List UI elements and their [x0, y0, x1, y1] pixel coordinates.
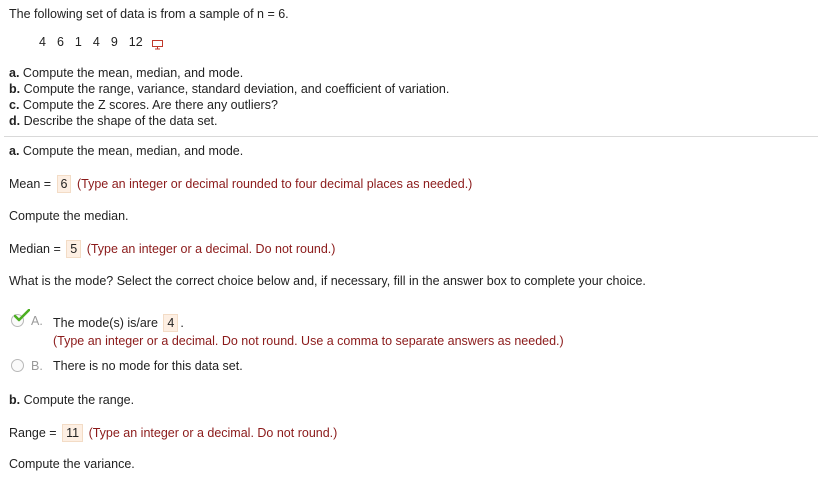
mean-label: Mean = — [9, 177, 52, 191]
part-text: Describe the shape of the data set. — [23, 114, 218, 128]
choice-a-text: The mode(s) is/are — [53, 316, 158, 330]
data-value: 4 — [92, 35, 100, 49]
mode-prompt: What is the mode? Select the correct choice below and, if necessary, fill in the answer box to complete your choice. — [9, 274, 646, 288]
part-header-text: Compute the mean, median, and mode. — [22, 144, 244, 158]
part-letter: a. — [9, 144, 20, 158]
part-a-header — [9, 143, 243, 159]
part-text: Compute the range, variance, standard deviation, and coefficient of variation. — [23, 82, 450, 96]
mean-answer-box[interactable]: 6 — [57, 175, 72, 193]
range-answer-box[interactable]: 11 — [62, 424, 83, 442]
mode-answer-box[interactable]: 4 — [163, 314, 178, 332]
median-row — [9, 240, 335, 258]
part-letter: d. — [9, 114, 21, 128]
choice-b-text[interactable]: There is no mode for this data set. — [53, 359, 243, 373]
mean-row — [9, 175, 472, 193]
part-letter: a. — [9, 66, 20, 80]
data-value: 12 — [128, 35, 143, 49]
choice-a-period: . — [180, 316, 184, 330]
data-values-row — [39, 35, 163, 49]
data-value: 6 — [56, 35, 64, 49]
problem-part-b — [9, 81, 449, 97]
part-letter: c. — [9, 98, 20, 112]
part-text: Compute the mean, median, and mode. — [22, 66, 244, 80]
median-label: Median = — [9, 242, 61, 256]
part-header-text: Compute the range. — [23, 393, 135, 407]
mean-hint: (Type an integer or decimal rounded to four decimal places as needed.) — [76, 177, 473, 191]
range-label: Range = — [9, 426, 57, 440]
problem-part-c — [9, 97, 278, 113]
correct-check-icon — [14, 309, 30, 326]
median-answer-box[interactable]: 5 — [66, 240, 81, 258]
range-row — [9, 424, 337, 442]
data-value: 4 — [39, 35, 46, 49]
choice-a-letter: A. — [31, 314, 43, 328]
variance-prompt: Compute the variance. — [9, 457, 135, 471]
mode-hint: (Type an integer or a decimal. Do not round. Use a comma to separate answers as needed.) — [53, 334, 564, 348]
part-letter: b. — [9, 393, 21, 407]
part-b-header — [9, 392, 134, 408]
copy-data-icon[interactable] — [152, 39, 163, 48]
choice-b-radio[interactable] — [11, 359, 24, 372]
data-value: 1 — [74, 35, 82, 49]
part-text: Compute the Z scores. Are there any outliers? — [22, 98, 278, 112]
median-prompt: Compute the median. — [9, 209, 129, 223]
data-value: 9 — [110, 35, 118, 49]
problem-part-d — [9, 113, 217, 129]
problem-intro: The following set of data is from a sample of n = 6. — [9, 7, 289, 21]
choice-a-row[interactable] — [53, 314, 184, 332]
part-letter: b. — [9, 82, 21, 96]
median-hint: (Type an integer or a decimal. Do not round.) — [86, 242, 336, 256]
section-divider — [4, 136, 818, 137]
range-hint: (Type an integer or a decimal. Do not round.) — [88, 426, 338, 440]
choice-b-letter: B. — [31, 359, 43, 373]
problem-part-a — [9, 65, 243, 81]
